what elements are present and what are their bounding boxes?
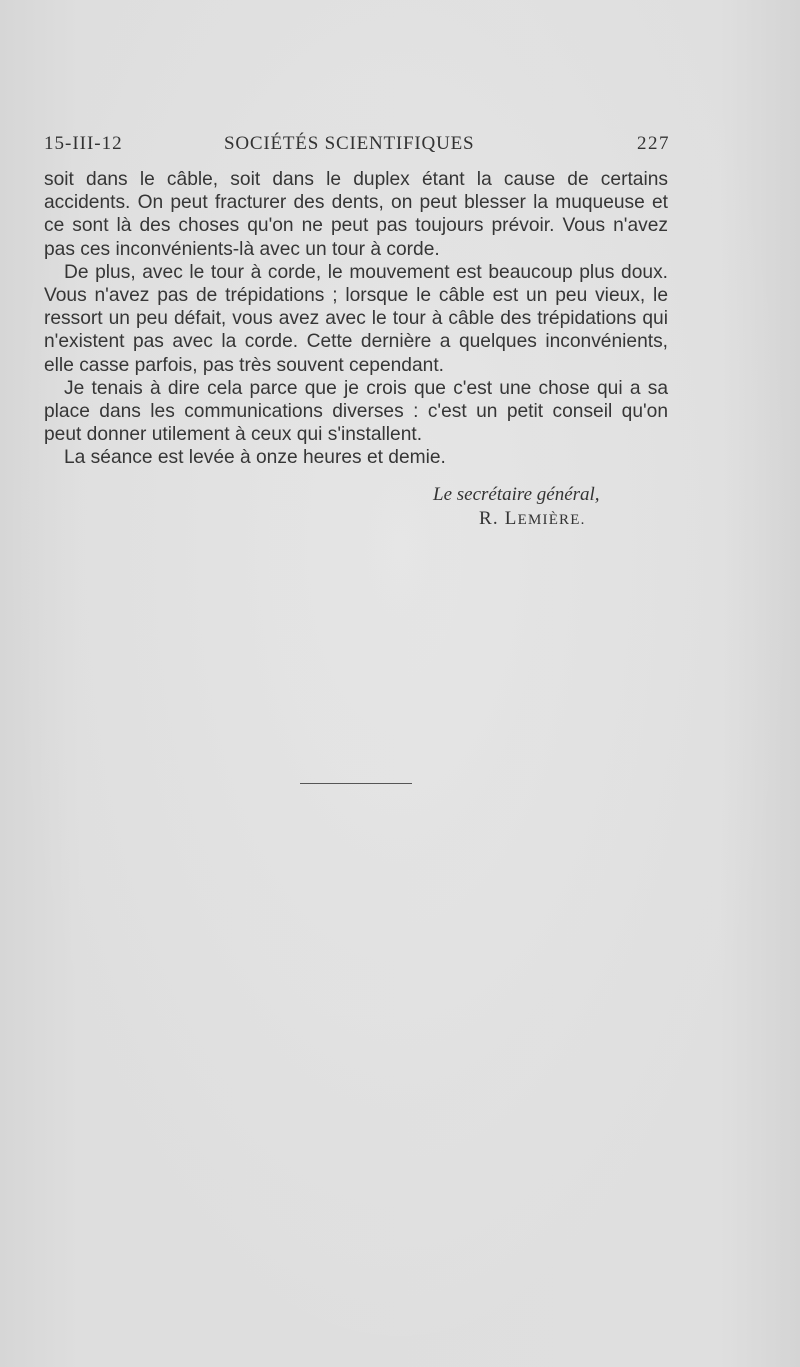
running-header [44, 133, 670, 159]
header-date: 15-III-12 [44, 133, 123, 154]
signature-name-rest: EMIÈRE. [517, 512, 586, 528]
header-section-title: SOCIÉTÉS SCIENTIFIQUES [224, 133, 475, 154]
body-text [44, 168, 668, 470]
paragraph-closing: La séance est levée à onze heures et demie. [64, 447, 446, 469]
paragraph-tour-a-corde: De plus, avec le tour à corde, le mouvement est beaucoup plus doux. Vous n'avez pas de trépidations ; lorsque le câble est un peu vieux, le ressort un peu défait, vous avez avec le tour à câble des trépidations qui n'existent pas avec la corde. Cette dernière a quelques inconvénients, elle casse parfois, pas très souvent cependant. [44, 261, 668, 376]
signature-block [420, 483, 680, 532]
page-number: 227 [637, 133, 670, 154]
paragraph-continuation: soit dans le câble, soit dans le duplex étant la cause de certains accidents. On peut fracturer des dents, on peut blesser la muqueuse et ce sont là des choses qu'on ne peut pas toujours prévoir. Vous n'avez pas ces inconvénients-là avec un tour à corde. [44, 169, 668, 260]
paragraph-conseil: Je tenais à dire cela parce que je crois que c'est une chose qui a sa place dans les communications diverses : c'est un petit conseil qu'on peut donner utilement à ceux qui s'installent. [44, 377, 668, 446]
signature-name [420, 507, 680, 532]
end-rule-divider [300, 783, 412, 784]
signature-title: Le secrétaire général, [433, 484, 600, 505]
signature-name-initial: R. L [479, 508, 518, 529]
